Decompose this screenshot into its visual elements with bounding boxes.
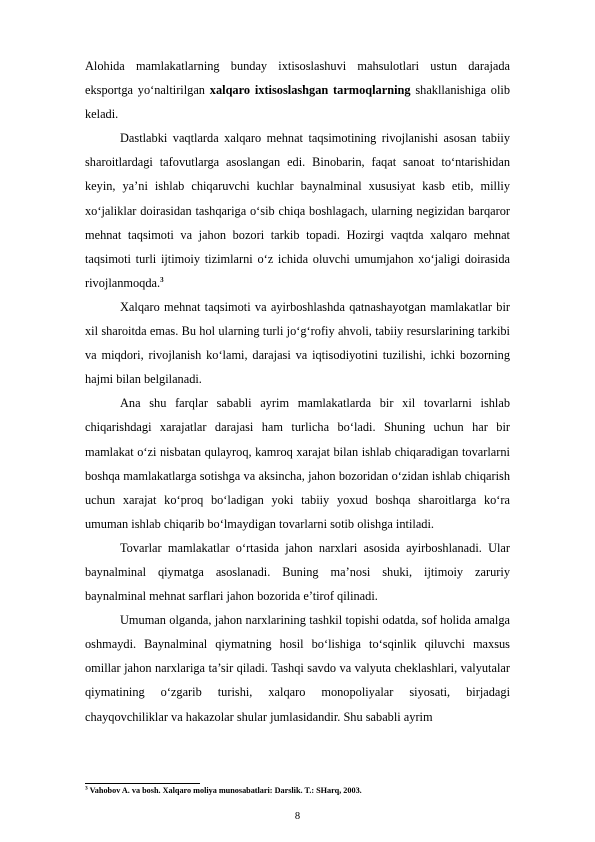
paragraph-1-text: Alohida mamlakatlarning bunday ixtisoslashuvi mahsulotlari ustun darajada eksportga yoʻnaltirilgan [85,59,510,98]
footnote-reference[interactable]: 3 [160,275,164,284]
paragraph-6: Umuman olganda, jahon narxlarining tashkil topishi odatda, sof holida amalga oshmaydi. Baynalminal qiymatning hosil boʻlishiga toʻsqinlik qiluvchi maxsus omillar jahon narxlariga ta’sir qiladi. Tashqi savdo va valyuta cheklashlari, valyutalar qiymatining oʻzgarib turishi, xalqaro monopoliyalar siyosati, birjadagi chayqovchiliklar va hakazolar shular jumlasidandir. Shu sababli ayrim [85,613,510,724]
page-number: 8 [294,811,301,822]
footnote-mark: 3 [85,785,88,792]
footnote-divider [85,783,200,784]
paragraph-2 [85,126,510,295]
paragraph-5: Tovarlar mamlakatlar oʻrtasida jahon narxlari asosida ayirboshlanadi. Ular baynalminal qiymatga asoslanadi. Buning ma’nosi shuki, ijtimoiy zaruriy baynalminal mehnat sarflari jahon bozorida e’tirof qilinadi. [85,540,510,604]
body-text [85,54,510,729]
paragraph-1-end: shakllanishiga olib keladi. [85,83,510,122]
paragraph-1 [85,54,510,126]
footnote-text: Vahobov A. va bosh. Xalqaro moliya munosabatlari: Darslik. T.: SHarq, 2003. [87,786,362,795]
bold-term: xalqaro ixtisoslashgan tarmoqlarning [209,83,411,98]
paragraph-4: Ana shu farqlar sababli ayrim mamlakatlarda bir xil tovarlarni ishlab chiqarishdagi xarajatlar darajasi ham turlicha boʻladi. Shuning uchun har bir mamlakat oʻzi nisbatan qulayroq, kamroq xarajat bilan ishlab chiqaradigan tovarlarni boshqa mamlakatlarga sotishga va aksincha, jahon bozoridan oʻzidan ishlab chiqarish uchun xarajat koʻproq boʻladigan yoki tabiiy yoxud boshqa sharoitlarga koʻra umuman ishlab chiqarib boʻlmaydigan tovarlarni sotib olishga intiladi. [85,396,510,531]
paragraph-3: Xalqaro mehnat taqsimoti va ayirboshlashda qatnashayotgan mamlakatlar bir xil sharoitda emas. Bu hol ularning turli joʻgʻrofiy ahvoli, tabiiy resurslarining tarkibi va miqdori, rivojlanish koʻlami, darajasi va iqtisodiyotini tuzilishi, ichki bozorning hajmi bilan belgilanadi. [85,299,510,387]
paragraph-2-text: Dastlabki vaqtlarda xalqaro mehnat taqsimotining rivojlanishi asosan tabiiy sharoitlardagi tafovutlarga asoslangan edi. Binobarin, faqat sanoat toʻntarishidan keyin, ya’ni ishlab chiqaruvchi kuchlar baynalminal xususiyat kasb etib, milliy xoʻjaliklar doirasidan tashqariga oʻsib chiqa boshlagach, ularning negizidan barqaror mehnat taqsimoti va jahon bozori tarkib topadi. Hozirgi vaqtda xalqaro mehnat taqsimoti turli ijtimoiy tizimlarni oʻz ichida oluvchi umumjahon xoʻjaligi doirasida rivojlanmoqda. [85,131,510,290]
footnote [85,786,362,796]
